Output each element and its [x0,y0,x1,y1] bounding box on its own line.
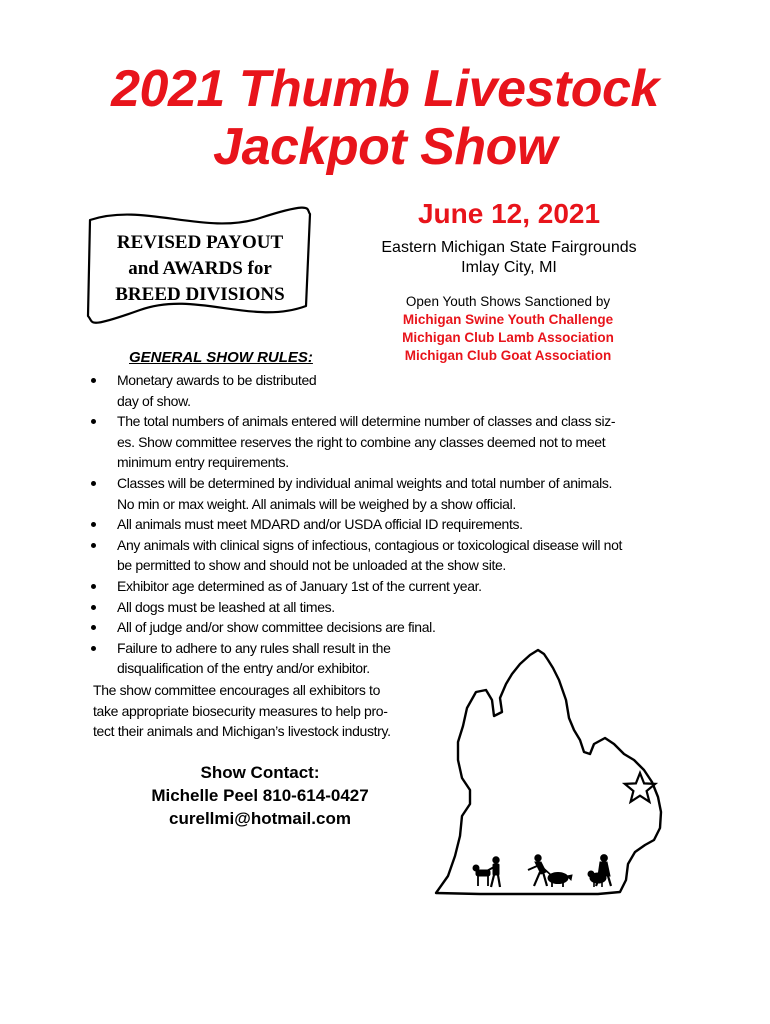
rule-line: disqualification of the entry and/or exhibitor. [117,660,370,677]
rule-line: minimum entry requirements. [117,454,289,471]
sanction-org-lamb: Michigan Club Lamb Association [402,330,614,345]
rule-item [88,473,688,514]
event-venue [354,238,664,278]
rule-item [88,617,688,638]
rule-item [88,514,688,535]
event-date: June 12, 2021 [417,198,601,229]
rule-line: The total numbers of animals entered will determine number of classes and class siz- [117,413,616,430]
rules-heading: GENERAL SHOW RULES: [129,349,313,366]
revised-payout-banner [84,206,316,328]
rule-item [88,370,688,411]
contact-name-phone: Michelle Peel 810-614-0427 [151,786,369,805]
rule-line: Any animals with clinical signs of infectious, contagious or toxicological disease will not [117,536,623,553]
closing-line: The show committee encourages all exhibitors to [93,682,381,698]
rule-item [88,597,688,618]
rules-list [88,370,688,679]
sanction-org-goat: Michigan Club Goat Association [404,348,612,363]
closing-line: tect their animals and Michigan’s livestock industry. [93,723,391,740]
rule-line: Exhibitor age determined as of January 1st of the current year. [117,577,482,594]
rule-item [88,411,688,473]
rule-line: Monetary awards to be distributed [117,372,317,388]
show-contact [120,761,400,830]
rule-line: es. Show committee reserves the right to combine any classes deemed not to meet [117,433,606,450]
rule-item [88,576,688,597]
rule-line: All animals must meet MDARD and/or USDA official ID requirements. [117,516,523,533]
sanction-block [378,293,638,365]
sanction-org-swine: Michigan Swine Youth Challenge [402,312,614,327]
rule-line: be permitted to show and should not be unloaded at the show site. [117,557,506,574]
contact-heading: Show Contact: [200,763,320,782]
rule-line: No min or max weight. All animals will be weighed by a show official. [117,495,516,512]
sanction-intro: Open Youth Shows Sanctioned by [405,294,611,309]
rule-line: day of show. [117,392,191,409]
venue-city: Imlay City, MI [461,259,557,276]
michigan-lower-peninsula-outline [436,650,661,894]
rule-line: Classes will be determined by individual animal weights and total number of animals. [117,474,613,491]
rule-line: Failure to adhere to any rules shall result in the [117,639,391,656]
venue-name: Eastern Michigan State Fairgrounds [381,239,637,256]
contact-email: curellmi@hotmail.com [169,809,351,828]
closing-line: take appropriate biosecurity measures to help pro- [93,702,388,719]
michigan-map [426,640,686,910]
title-line-1: 2021 Thumb Livestock [111,60,659,118]
banner-line-2: and AWARDS for [128,258,272,279]
rule-line: All dogs must be leashed at all times. [117,598,335,615]
rule-line: All of judge and/or show committee decisions are final. [117,619,436,636]
page-title [0,60,770,176]
title-line-2: Jackpot Show [213,118,557,176]
banner-line-1: REVISED PAYOUT [116,232,284,253]
rule-item [88,535,688,576]
biosecurity-note [93,680,438,742]
banner-line-3: BREED DIVISIONS [115,284,285,305]
